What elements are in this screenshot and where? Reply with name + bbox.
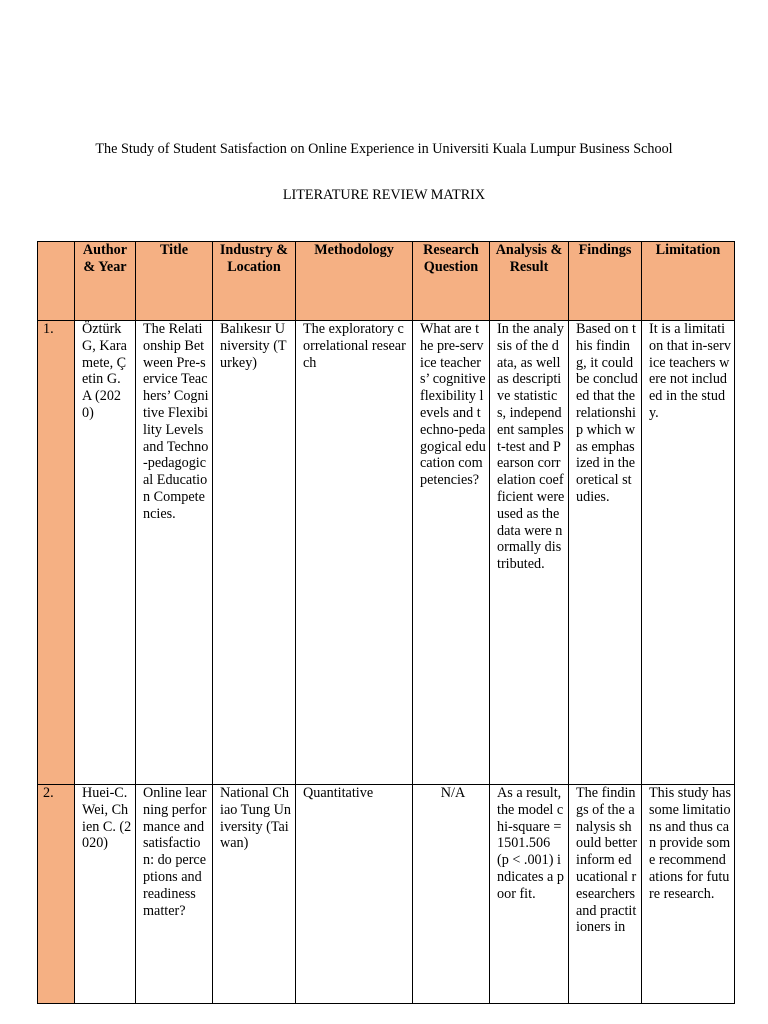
table-header-row xyxy=(38,242,735,321)
document-title: The Study of Student Satisfaction on Online Experience in Universiti Kuala Lumpur Business School xyxy=(95,141,673,157)
header-limitation: Limitation xyxy=(642,242,735,321)
cell-title: Online learning performance and satisfaction: do perceptions and readiness matter? xyxy=(136,785,213,1004)
row-number: 2. xyxy=(38,785,75,1004)
table-row xyxy=(38,321,735,785)
header-number xyxy=(38,242,75,321)
cell-methodology: Quantitative xyxy=(296,785,413,1004)
cell-industry-location: National Chiao Tung University (Taiwan) xyxy=(213,785,296,1004)
header-methodology: Methodology xyxy=(296,242,413,321)
cell-research-question: What are the pre-service teachers’ cognitive flexibility levels and techno-pedagogical education competencies? xyxy=(413,321,490,785)
header-author-year: Author & Year xyxy=(75,242,136,321)
cell-analysis-result: In the analysis of the data, as well as descriptive statistics, independent samples t-test and Pearson correlation coefficient were used as the data were normally distributed. xyxy=(490,321,569,785)
cell-title: The Relationship Between Pre-service Teachers’ Cognitive Flexibility Levels and Techno-pedagogical Education Competencies. xyxy=(136,321,213,785)
literature-review-table xyxy=(37,241,735,1004)
header-findings: Findings xyxy=(569,242,642,321)
cell-limitation: This study has some limitations and thus can provide some recommendations for future research. xyxy=(642,785,735,1004)
header-research-question: Research Question xyxy=(413,242,490,321)
cell-methodology: The exploratory correlational research xyxy=(296,321,413,785)
cell-limitation: It is a limitation that in-service teachers were not included in the study. xyxy=(642,321,735,785)
header-industry-location: Industry & Location xyxy=(213,242,296,321)
row-number: 1. xyxy=(38,321,75,785)
header-title: Title xyxy=(136,242,213,321)
cell-research-question: N/A xyxy=(413,785,490,1004)
cell-analysis-result: As a result, the model chi-square = 1501.506 (p < .001) indicates a poor fit. xyxy=(490,785,569,1004)
table-row xyxy=(38,785,735,1004)
cell-author-year: Öztürk G, Karamete, Çetin G. A (2020) xyxy=(75,321,136,785)
header-analysis-result: Analysis & Result xyxy=(490,242,569,321)
cell-findings: The findings of the analysis should better inform educational researchers and practitioners in xyxy=(569,785,642,1004)
document-subtitle: LITERATURE REVIEW MATRIX xyxy=(282,187,486,203)
cell-author-year: Huei-C. Wei, Chien C. (2020) xyxy=(75,785,136,1004)
cell-industry-location: Balıkesır University (Turkey) xyxy=(213,321,296,785)
cell-findings: Based on this finding, it could be concluded that the relationship which was emphasized in theoretical studies. xyxy=(569,321,642,785)
